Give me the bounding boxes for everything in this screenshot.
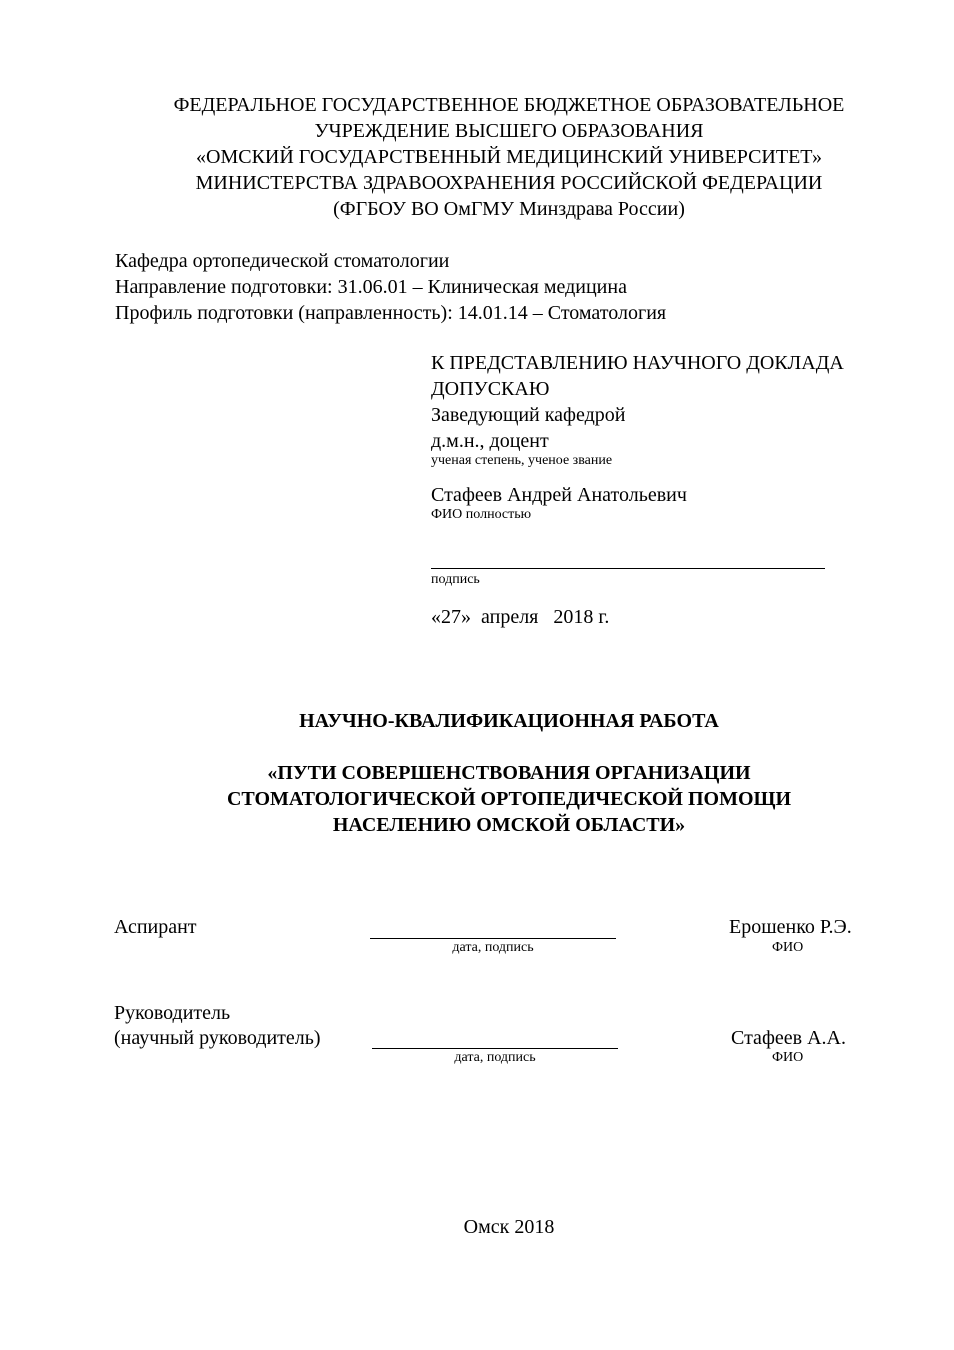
header-line-1: ФЕДЕРАЛЬНОЕ ГОСУДАРСТВЕННОЕ БЮДЖЕТНОЕ ОБРАЗОВАТЕЛЬНОЕ <box>173 94 845 116</box>
header-line-3: «ОМСКИЙ ГОСУДАРСТВЕННЫЙ МЕДИЦИНСКИЙ УНИВЕРСИТЕТ» <box>196 146 822 168</box>
work-title-line-3: НАСЕЛЕНИЮ ОМСКОЙ ОБЛАСТИ» <box>332 814 686 836</box>
student-fio: Ерошенко Р.Э. <box>729 916 852 938</box>
approval-block <box>431 350 844 522</box>
approval-name: Стафеев Андрей Анатольевич <box>431 484 687 506</box>
header-line-4: МИНИСТЕРСТВА ЗДРАВООХРАНЕНИЯ РОССИЙСКОЙ ФЕДЕРАЦИИ <box>195 172 823 194</box>
student-label: Аспирант <box>114 916 197 938</box>
approval-name-caption: ФИО полностью <box>431 507 532 522</box>
approval-date: «27» апреля 2018 г. <box>431 606 610 628</box>
work-type: НАУЧНО-КВАЛИФИКАЦИОННАЯ РАБОТА <box>299 710 719 732</box>
supervisor-line-caption: дата, подпись <box>454 1050 536 1065</box>
work-title <box>32 760 954 838</box>
supervisor-fio-caption: ФИО <box>772 1050 804 1065</box>
work-title-line-1: «ПУТИ СОВЕРШЕНСТВОВАНИЯ ОРГАНИЗАЦИИ <box>267 762 751 784</box>
supervisor-signature-line <box>372 1048 618 1049</box>
institution-header <box>32 92 954 222</box>
approval-signature-caption: подпись <box>431 572 480 587</box>
approval-line-2: ДОПУСКАЮ <box>431 378 550 400</box>
city-year: Омск 2018 <box>463 1216 555 1238</box>
approval-line-1: К ПРЕДСТАВЛЕНИЮ НАУЧНОГО ДОКЛАДА <box>431 352 844 374</box>
approval-degree-caption: ученая степень, ученое звание <box>431 453 613 468</box>
department-chair: Кафедра ортопедической стоматологии <box>115 250 450 272</box>
supervisor-label-line-2: (научный руководитель) <box>114 1027 321 1049</box>
header-line-5: (ФГБОУ ВО ОмГМУ Минздрава России) <box>333 198 685 220</box>
student-line-caption: дата, подпись <box>452 940 534 955</box>
header-line-2: УЧРЕЖДЕНИЕ ВЫСШЕГО ОБРАЗОВАНИЯ <box>314 120 704 142</box>
supervisor-fio: Стафеев А.А. <box>731 1027 846 1049</box>
approval-signature-line <box>431 568 825 569</box>
student-signature-line <box>370 938 616 939</box>
approval-degree: д.м.н., доцент <box>431 430 549 452</box>
training-direction: Направление подготовки: 31.06.01 – Клиническая медицина <box>115 276 627 298</box>
work-title-line-2: СТОМАТОЛОГИЧЕСКОЙ ОРТОПЕДИЧЕСКОЙ ПОМОЩИ <box>226 788 792 810</box>
approval-position: Заведующий кафедрой <box>431 404 626 426</box>
student-fio-caption: ФИО <box>772 940 804 955</box>
department-info <box>115 248 666 326</box>
supervisor-label-line-1: Руководитель <box>114 1002 231 1024</box>
training-profile: Профиль подготовки (направленность): 14.01.14 – Стоматология <box>115 302 667 324</box>
